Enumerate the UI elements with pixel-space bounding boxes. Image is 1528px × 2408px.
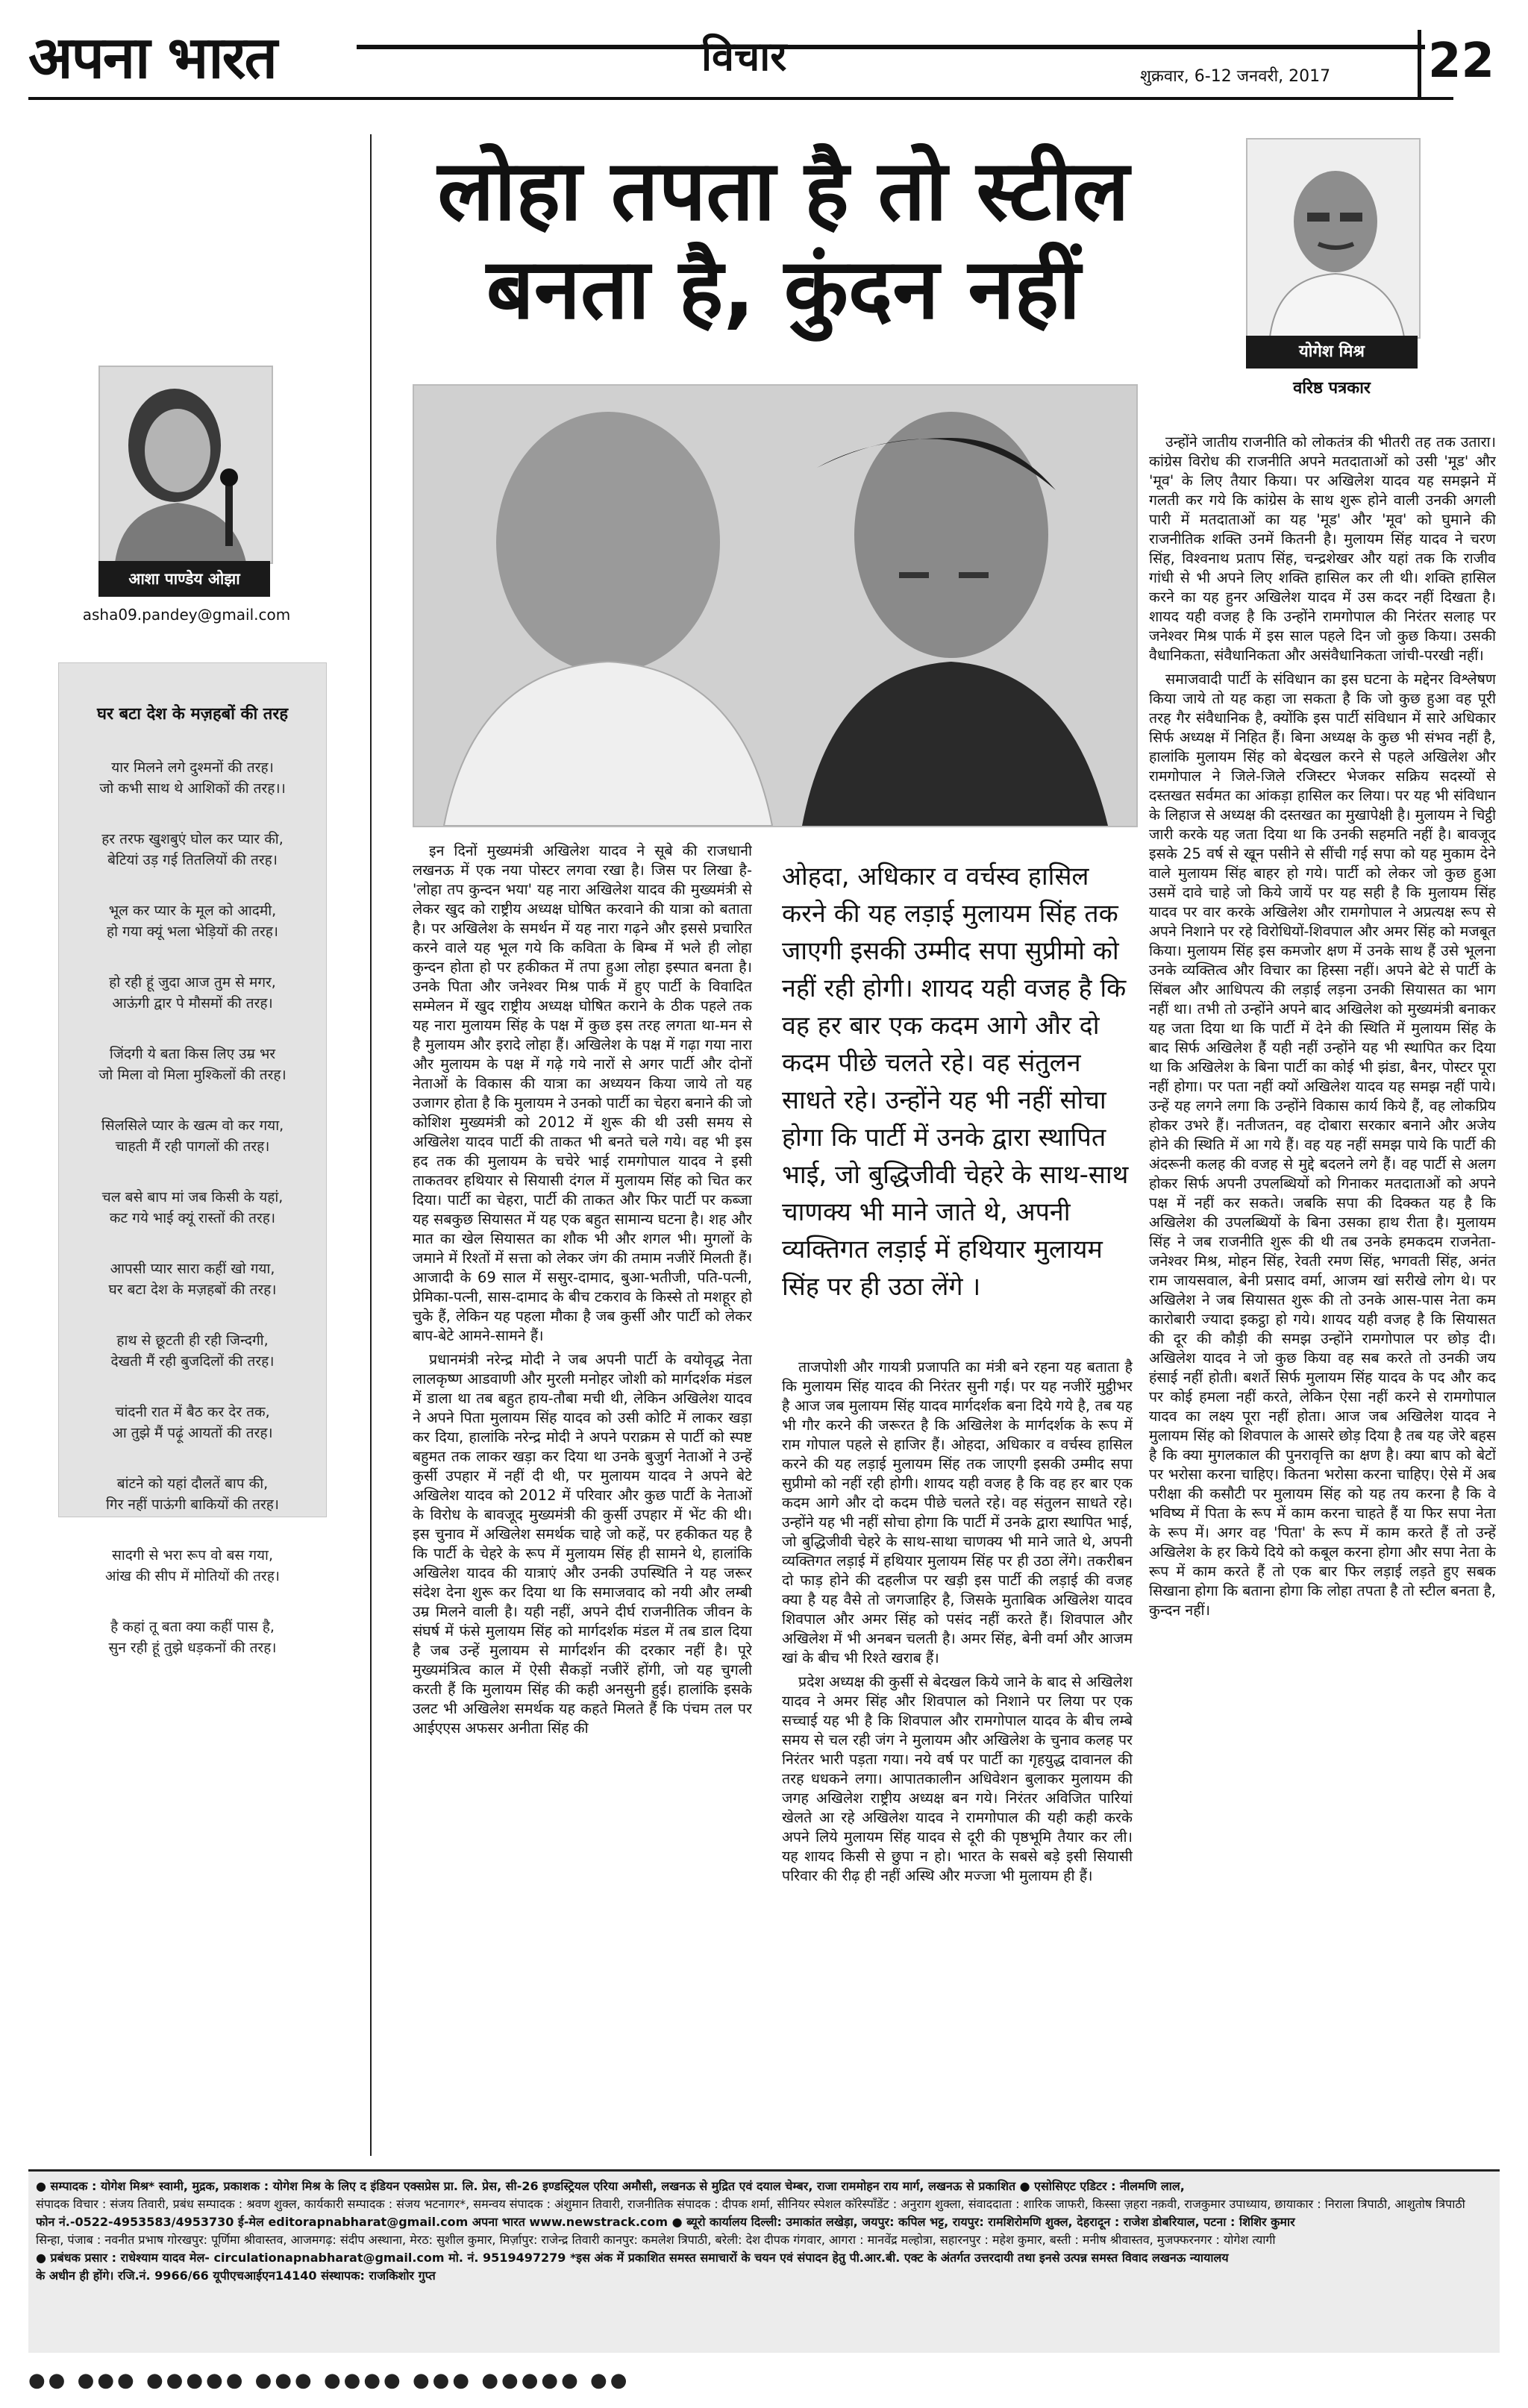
page-number: 22 <box>1428 34 1495 89</box>
article-paragraph: इन दिनों मुख्यमंत्री अखिलेश यादव ने सूबे की राजधानी लखनऊ में एक नया पोस्टर लगवा रखा है। जिस पर लिखा है-'लोहा तप कुन्दन भया' यह नारा अखिलेश यादव की मुख्यमंत्री से लेकर खुद को राष्ट्रीय अध्यक्ष घोषित करवाने की यात्रा को बताता है। पर अखिलेश के समर्थन में यह नारा गढ़ने और इससे प्रचारित करने वाले यह भूल गये कि कविता के बिम्ब में भले ही लोहा कुन्दन होता हो पर हकीकत में तपा हुआ लोहा इस्पात बनता है। उनके पिता और जनेश्वर मिश्र पार्क में हुए पार्टी के विवादित सम्मेलन में खुद राष्ट्रीय अध्यक्ष घोषित कराने के ठीक पहले तक यह नारा मुलायम सिंह के पक्ष में कुछ इस तरह लगता था-मन से है मुलायम और इरादे लोहा हैं। अखिलेश के पक्ष में गढ़ा गया नारा और मुलायम के पक्ष में गढ़े गये नारों से अगर पार्टी और दोनों नेताओं के विकास की यात्रा का अध्ययन किया जाये तो यह उजागर होता है कि मुलायम ने उनको पार्टी का चेहरा बनाने की जो कोशिश मुख्यमंत्री को 2012 में शुरू की थी उसी समय से अखिलेश यादव पार्टी की ताकत भी बनते चले गये। वह भी इस हद तक की मुलायम के चचेरे भाई रामगोपाल यादव ने इसी ताकतवर हथियार से सियासी दंगल में मुलायम सिंह को चित कर दिया। पार्टी का चेहरा, पार्टी की ताकत और फिर पार्टी पर कब्जा यह सबकुछ सियासत में यह एक बहुत सामान्य घटना है। शह और मात का खेल सियासत का शौक भी और शगल भी। मुगलों के जमाने में रिश्तों में सत्ता को लेकर जंग की तमाम नजीरें मिलती हैं। आजादी के 69 साल में ससुर-दामाद, बुआ-भतीजी, पति-पत्नी, प्रेमिका-पत्नी, सास-दामाद के बीच टकराव के किस्से तो मशहूर हो चुके हैं, लेकिन यह पहला मौका है जब कुर्सी और पार्टी को लेकर बाप-बेटे आमने-सामने हैं। <box>413 842 752 1344</box>
page-number-divider <box>1418 30 1421 98</box>
article-column-2 <box>782 1358 1133 2151</box>
bottom-dot-ornament: ●● ●●● ●●●●● ●●● ●●●● ●●● ●●●●● ●● <box>28 2369 630 2392</box>
section-title: विचार <box>701 33 787 80</box>
article-paragraph: प्रदेश अध्यक्ष की कुर्सी से बेदखल किये जाने के बाद से अखिलेश यादव ने अमर सिंह और शिवपाल को निशाने पर लिया पर एक सच्चाई यह भी है कि शिवपाल और रामगोपाल यादव के बीच लम्बे समय से चल रही जंग ने मुलायम और अखिलेश के चुनाव कलह पर निरंतर भारी पड़ता गया। नये वर्ष पर पार्टी का गृहयुद्ध दावानल की तरह धधकने लगा। आपातकालीन अधिवेशन बुलाकर मुलायम की जगह अखिलेश राष्ट्रीय अध्यक्ष बन गये। निरंतर अविजित पारियां खेलते आ रहे अखिलेश यादव ने रामगोपाल की यही कही करके अपने लिये मुलायम सिंह यादव से दूरी की पृष्ठभूमि तैयार कर ली। यह शायद किसी से छुपा न हो। भारत के सबसे बड़े इसी सियासी परिवार की रीढ़ ही नहीं अस्थि और मज्जा भी मुलायम ही हैं। <box>782 1673 1133 1884</box>
columnist-email[interactable]: asha09.pandey@gmail.com <box>82 606 291 624</box>
poem-stanza: चांदनी रात में बैठ कर देर तक, आ तुझे मैं पढ़ूं आयतों की तरह। <box>112 1404 273 1441</box>
author-role: वरिष्ठ पत्रकार <box>1293 379 1371 398</box>
poem-stanza: हो रही हूं जुदा आज तुम से मगर, आऊंगी द्वार पे मौसमों की तरह। <box>109 974 276 1012</box>
poem-stanza: यार मिलने लगे दुश्मनों की तरह। जो कभी साथ थे आशिकों की तरह।। <box>99 759 286 797</box>
left-column-divider <box>370 134 372 2156</box>
poem-box <box>58 662 327 1656</box>
headline <box>373 142 1194 339</box>
author-name: योगेश मिश्र <box>1246 336 1418 369</box>
poem-stanzas <box>59 757 326 1658</box>
headline-line-1: लोहा तपता है तो स्टील <box>437 142 1130 239</box>
columnist-portrait-image <box>100 367 272 562</box>
poem-stanza: आपसी प्यार सारा कहीं खो गया, घर बटा देश के मज़हबों की तरह। <box>108 1261 277 1298</box>
article-column-1 <box>413 841 752 2151</box>
poem-stanza: सादगी से भरा रूप वो बस गया, आंख की सीप में मोतियों की तरह। <box>104 1547 280 1584</box>
imprint-line-3: फोन नं.-0522-4953583/4953730 ई-मेल editorapnabharat@gmail.com अपना भारत www.newstrack.com ● ब्यूरो कार्यालय दिल्ली: उमाकांत लखेड़ा, जयपुर: कपिल भट्ट, रायपुर: रामशिरोमणि शुक्ल, देहरादून : राजेश डोबरियाल, पटना : शिशिर कुमार <box>36 2215 1295 2229</box>
author-portrait-image <box>1247 139 1419 337</box>
poem-stanza: चल बसे बाप मां जब किसी के यहां, कट गये भाई क्यूं रास्तों की तरह। <box>101 1189 284 1226</box>
leaders-photo-image <box>414 386 1136 826</box>
masthead-bottom-rule <box>28 97 1453 100</box>
poem-stanza: सिलसिले प्यार के खत्म वो कर गया, चाहती मैं रही पागलों की तरह। <box>101 1117 284 1155</box>
masthead-top-rule <box>357 45 1425 49</box>
headline-line-2: बनता है, कुंदन नहीं <box>486 241 1081 338</box>
author-photo <box>1246 138 1421 339</box>
imprint-line-6: के अधीन ही होंगे। रजि.नं. 9966/66 यूपीएचआईएन14140 संस्थापक: राजकिशोर गुप्त <box>36 2269 436 2283</box>
poem-stanza: हाथ से छूटती ही रही जिन्दगी, देखती मैं रही बुजदिलों की तरह। <box>110 1332 275 1370</box>
imprint-line-2: संपादक विचार : संजय तिवारी, प्रबंध सम्पादक : श्रवण शुक्ल, कार्यकारी सम्पादक : संजय भटनागर*, समन्वय संपादक : अंशुमान तिवारी, राजनीतिक संपादक : दीपक शर्मा, सीनियर स्पेशल कॉरेस्पॉंडेंट : अनुराग शुक्ला, संवाददाता : शारिक जाफरी, किस्सा ज़हरा नक़वी, राजकुमार उपाध्याय, छायाकार : निराला त्रिपाठी, आशुतोष त्रिपाठी <box>36 2197 1465 2211</box>
pull-quote: ओहदा, अधिकार व वर्चस्व हासिल करने की यह लड़ाई मुलायम सिंह तक जाएगी इसकी उम्मीद सपा सुप्रीमो को नहीं रही होगी। शायद यही वजह है कि वह हर बार एक कदम आगे और दो कदम पीछे चलते रहे। वह संतुलन साधते रहे। उन्होंने यह भी नहीं सोचा होगा कि पार्टी में उनके द्वारा स्थापित भाई, जो बुद्धिजीवी चेहरे के साथ-साथ चाणक्य भी माने जाते थे, अपनी व्यक्तिगत लड़ाई में हथियार मुलायम सिंह पर ही उठा लेंगे । <box>782 862 1129 1302</box>
imprint-footer <box>28 2169 1500 2353</box>
poem-stanza: बांटने को यहां दौलतें बाप की, गिर नहीं पाऊंगी बाकियों की तरह। <box>105 1476 280 1513</box>
poem-stanza: भूल कर प्यार के मूल को आदमी, हो गया क्यूं भला भेड़ियों की तरह। <box>106 903 279 940</box>
poem-title: घर बटा देश के मज़हबों की तरह <box>96 705 289 724</box>
article-paragraph: समाजवादी पार्टी के संविधान का इस घटना के मद्देनर विश्लेषण किया जाये तो यह कहा जा सकता है कि जो कुछ हुआ वह पूरी तरह गैर संवैधानिक है, क्योंकि इस पार्टी संविधान में सारे अधिकार सिर्फ अध्यक्ष में निहित हैं। बिना अध्यक्ष के कुछ भी संभव नहीं है, हालांकि मुलायम सिंह को बेदखल करने से पहले अखिलेश और रामगोपाल ने जिले-जिले रजिस्टर भेजकर सक्रिय सदस्यों से दस्तखत सर्वमत का आंकड़ा हासिल कर लिया। पर यह भी संविधान के लिहाज से अध्यक्ष की दस्तखत का मुखापेक्षी है। मुलायम ने चिट्ठी जारी करके यह जता दिया था कि उनकी सहमति नहीं है। बावजूद इसके 25 वर्ष से खून पसीने से सींची गई सपा को यह मुकाम देने वाले मुलायम सिंह बाहर हो गये। पार्टी को लेकर जो कुछ हुआ उसमें दावे चाहे जो किये जायें पर यह सही है कि मुलायम सिंह यादव पर वार करके अखिलेश और रामगोपाल ने अप्रत्यक्ष रूप से अपने निशाने पर रहे विरोधियों-शिवपाल और अमर सिंह को मजबूत किया। मुलायम सिंह इस कमजोर क्षण में उनके साथ हैं उसे भूलना उनके व्यक्तित्व और विचार का हिस्सा नहीं। अपने बेटे से पार्टी के सिंबल और आधिपत्य की लड़ाई लड़ना उनकी सियासत का भाग नहीं था। तभी तो उन्होंने अपने बाद अखिलेश को मुख्यमंत्री बनाकर यह जता दिया था कि पार्टी में देने की स्थिति में मुलायम सिंह के बाद सिर्फ अखिलेश हैं यही नहीं उन्होंने यह भी स्थापित कर दिया था कि अखिलेश के बिना पार्टी का कोई भी झंडा, बैनर, पोस्टर पूरा नहीं होगा। पर पता नहीं क्यों अखिलेश यादव यह समझ नहीं पाये। उन्हें यह लगने लगा कि उन्होंने विकास कार्य किये हैं, वह लोकप्रिय होकर उभरे हैं। नतीजतन, वह दोबारा सरकार बनाने और अजेय होने की स्थिति में आ गये हैं। वह यह नहीं समझ पाये कि पार्टी की अंदरूनी कलह की वजह से मुद्दे बदलने लगे हैं। वह पार्टी से अलग होकर सिर्फ अपनी उपलब्धियों को गिनाकर मतदाताओं को अपने पक्ष में नहीं कर सकते। जबकि सपा की दिक्कत यह है कि अखिलेश की उपलब्धियों के बिना उसका हाथ रीता है। मुलायम सिंह ने जब राजनीति शुरू की थी तब उनके हमकदम राजनेता-जनेश्वर मिश्र, मोहन सिंह, रेवती रमण सिंह, भगवती सिंह, अनंत राम जायसवाल, बेनी प्रसाद वर्मा, आजम खां सरीखे लोग थे। पर अखिलेश ने जब सियासत शुरू की तो उनके आस-पास नेता कम कारोबारी ज्यादा इकट्ठा हो गये। शायद यही वजह है कि सियासत की दूर की कौड़ी की समझ उन्होंने रामगोपाल पर छोड़ दी। अखिलेश यादव ने जो कुछ किया वह सब करते तो उनकी जय हंसाई नहीं होती। बशर्ते सिर्फ मुलायम सिंह यादव के पद और कद पर कोई हमला नहीं करते, लेकिन ऐसा नहीं करने से रामगोपाल यादव का लक्ष्य पूरा नहीं होता। आज जब अखिलेश यादव ने मुलायम सिंह को शिवपाल के आसरे छोड़ दिया है तब यह जेरे बहस है कि क्या मुगलकाल की पुनरावृत्ति का क्षण है। क्या बाप को बेटों पर भरोसा करना चाहिए। कितना भरोसा करना चाहिए। ऐसे में अब परीक्षा की कसौटी पर मुलायम सिंह को यह तय करना है कि वे भविष्य में पिता के रूप में काम करना चाहते हैं या फिर सपा नेता के रूप में। अगर वह 'पिता' के रूप में काम करते हैं तो उन्हें अखिलेश के हर किये दिये को कबूल करना होगा और सपा नेता के रूप में काम करते हैं तो एक बार फिर लड़ाई लड़ते हुए सबक सिखाना होगा कि बताना होगा कि लोहा तपता है तो स्टील बनता है, कुन्दन नहीं। <box>1149 671 1496 1619</box>
article-column-3 <box>1149 433 1496 2151</box>
imprint-line-4: सिन्हा, पंजाब : नवनीत प्रभाष गोरखपुर: पूर्णिमा श्रीवास्तव, आजमगढ़: संदीप अस्थाना, मेरठ: सुशील कुमार, मिर्ज़ापुर: राजेन्द्र तिवारी कानपुर: कमलेश त्रिपाठी, बरेली: देश दीपक गंगवार, आगरा : मानवेंद्र मल्होत्रा, सहारनपुर : महेश कुमार, बस्ती : मनीष श्रीवास्तव, मुजफ्फरनगर : योगेश त्यागी <box>36 2233 1276 2247</box>
columnist-name: आशा पाण्डेय ओझा <box>98 561 270 597</box>
article-paragraph: प्रधानमंत्री नरेन्द्र मोदी ने जब अपनी पार्टी के वयोवृद्ध नेता लालकृष्ण आडवाणी और मुरली मनोहर जोशी को मार्गदर्शक मंडल में डाला था तब बहुत हाय-तौबा मची थी, लेकिन अखिलेश यादव ने अपने पिता मुलायम सिंह यादव को उसी कोटि में लाकर खड़ा कर दिया, हालांकि नरेन्द्र मोदी ने अपने पराक्रम से पार्टी को स्पष्ट बहुमत तक लाकर खड़ा कर दिया था उनके बुजुर्ग नेताओं ने उन्हें कुर्सी उपहार में नहीं दी थी, पर मुलायम यादव ने अपने बेटे अखिलेश यादव को 2012 में परिवार और कुछ पार्टी के नेताओं के विरोध के बावजूद मुख्यमंत्री की कुर्सी उपहार में भेंट की थी। इस चुनाव में अखिलेश समर्थक चाहे जो कहें, पर हकीकत यह है कि पार्टी के चेहरे के रूप में मुलायम सिंह ही सामने थे, हालांकि अखिलेश यादव की यात्राएं और उनकी उपस्थिति ने यह जरूर संदेश देना शुरू कर दिया था कि समाजवाद को नयी और लम्बी उम्र मिलने वाली है। यही नहीं, अपने दीर्घ राजनीतिक जीवन के संघर्ष में फंसे मुलायम सिंह को मार्गदर्शक मंडल में तब डाल दिया है जब उन्हें मुलायम से मार्गदर्शन की दरकार नहीं है। पूरे मुख्यमंत्रित्व काल में ऐसी सैकड़ों नजीरें होंगी, जो यह चुगली करती हैं कि मुलायम सिंह की कही अनसुनी हुई। हालांकि इसके उलट भी अखिलेश समर्थक यह कहते मिलते हैं कि पंचम तल पर आईएएस अफसर अनीता सिंह की <box>413 1351 752 1737</box>
article-paragraph: उन्होंने जातीय राजनीति को लोकतंत्र की भीतरी तह तक उतारा। कांग्रेस विरोध की राजनीति अपने मतदाताओं को उसी 'मूड' और 'मूव' के लिए तैयार किया। पर अखिलेश यादव यह समझने में गलती कर गये कि कांग्रेस के साथ शुरू होने वाली उनकी अगली पारी में मतदाताओं का यह 'मूड' और 'मूव' को घुमाने की राजनीतिक शक्ति उनमें कितनी है। मुलायम सिंह यादव ने चरण सिंह, विश्वनाथ प्रताप सिंह, चन्द्रशेखर और यहां तक कि राजीव गांधी से भी अपने लिए शक्ति हासिल कर ली थी। शक्ति हासिल करने का यह हुनर अखिलेश यादव में उस कदर नहीं दिखता है। शायद यही वजह है कि उन्होंने रामगोपाल की निरंतर सलाह पर जनेश्वर मिश्र पार्क में इस साल पहले दिन जो कुछ किया। उसकी वैधानिकता, संवैधानिकता और असंवैधानिकता जांची-परखी नहीं। <box>1149 433 1496 664</box>
imprint-line-5: ● प्रबंधक प्रसार : राधेश्याम यादव मेल- circulationapnabharat@gmail.com मो. नं. 9519497279 *इस अंक में प्रकाशित समस्त समाचारों के चयन एवं संपादन हेतु पी.आर.बी. एक्ट के अंतर्गत उत्तरदायी तथा इनसे उत्पन्न समस्त विवाद लखनऊ न्यायालय <box>36 2251 1229 2265</box>
poem-stanza: है कहां तू बता क्या कहीं पास है, सुन रही हूं तुझे धड़कनों की तरह। <box>108 1619 277 1656</box>
imprint-line-1: ● सम्पादक : योगेश मिश्र* स्वामी, मुद्रक, प्रकाशक : योगेश मिश्र के लिए द इंडियन एक्सप्रेस प्रा. लि. प्रेस, सी-26 इण्डस्ट्रियल एरिया अमौसी, लखनऊ से मुद्रित एवं दयाल चेम्बर, राजा राममोहन राय मार्ग, लखनऊ से प्रकाशित ● एसोसिएट एडिटर : नीलमणि लाल, <box>36 2179 1185 2193</box>
poem-stanza: जिंदगी ये बता किस लिए उम्र भर जो मिला वो मिला मुश्किलों की तरह। <box>98 1046 286 1083</box>
issue-date: शुक्रवार, 6-12 जनवरी, 2017 <box>1140 67 1331 86</box>
brand-logo[interactable]: अपना भारत <box>28 24 276 92</box>
columnist-photo <box>98 366 273 564</box>
poem-stanza: हर तरफ खुशबुएं घोल कर प्यार की, बेटियां उड़ गई तितलियों की तरह। <box>101 831 284 868</box>
article-paragraph: ताजपोशी और गायत्री प्रजापति का मंत्री बने रहना यह बताता है कि मुलायम सिंह यादव की निरंतर सुनी गई। पर यह नजीरें मुट्ठीभर है आज जब मुलायम सिंह यादव मार्गदर्शक बना दिये गये है, तब यह भी गौर करने की जरूरत है कि अखिलेश के मार्गदर्शक के रूप में राम गोपाल पहले से हाजिर हैं। ओहदा, अधिकार व वर्चस्व हासिल करने की यह लड़ाई मुलायम सिंह तक जाएगी इसकी उम्मीद सपा सुप्रीमो को नहीं रही होगी। शायद यही वजह है कि वह हर बार एक कदम आगे और दो कदम पीछे चलते रहे। वह संतुलन साधते रहे। उन्होंने यह भी नहीं सोचा होगा कि पार्टी में उनके द्वारा स्थापित भाई, जो बुद्धिजीवी चेहरे के साथ-साथा चाणक्य भी माने जाते थे, अपनी व्यक्तिगत लड़ाई में हथियार मुलायम सिंह पर ही उठा लेंगे। तकरीबन दो फाड़ होने की दहलीज पर खड़ी इस पार्टी की लड़ाई की वजह क्या है यह वैसे तो जगजाहिर है, जिसके मुताबिक अखिलेश यादव शिवपाल और अमर सिंह को पसंद नहीं करते हैं। शिवपाल और अखिलेश में भी अनबन चलती है। अमर सिंह, बेनी वर्मा और आजम खां के बीच भी रिश्ते खराब हैं। <box>782 1358 1133 1667</box>
main-photo <box>413 384 1138 827</box>
